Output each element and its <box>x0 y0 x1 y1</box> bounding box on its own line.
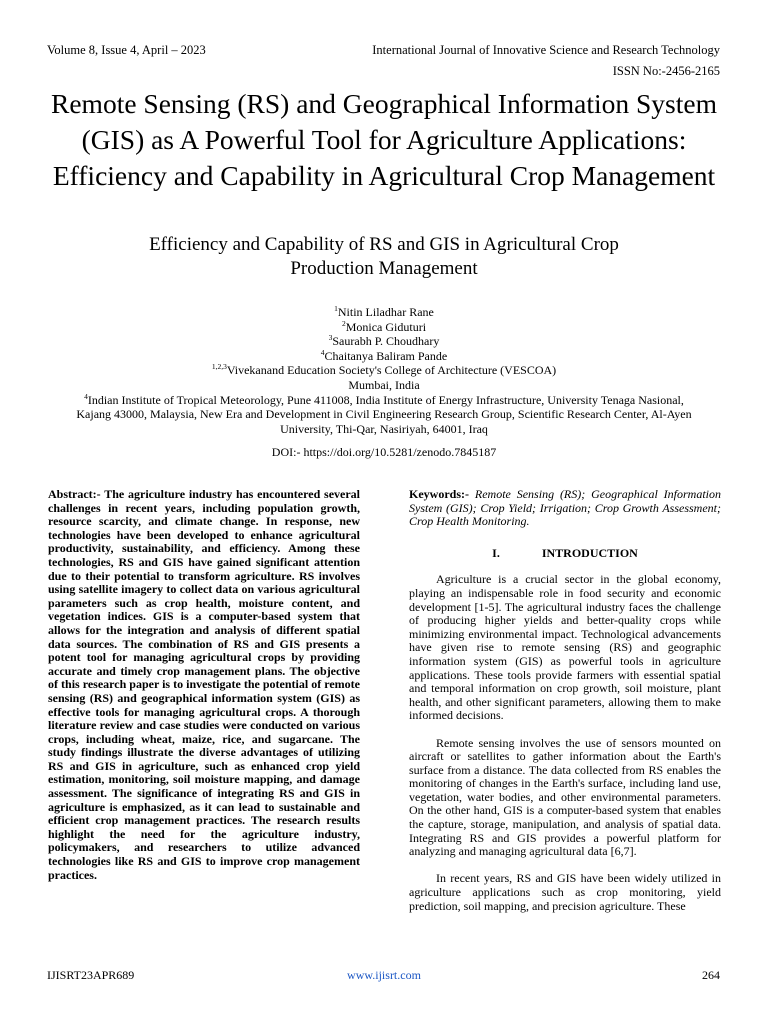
author-3 <box>40 334 728 349</box>
author-4-sup: 4 <box>320 347 325 357</box>
journal-name: International Journal of Innovative Science and Research Technology <box>372 43 720 57</box>
abstract-text: Abstract:- The agriculture industry has encountered several challenges in recent years, including population growth, resource scarcity, and climate change. In response, new technologies have been developed to enhance agricultural productivity, sustainability, and efficiency. Among these technologies, RS and GIS have gained significant attention due to their potential to transform agriculture. RS involves using satellite imagery to collect data on various agricultural parameters such as crop health, moisture content, and vegetation indices. GIS is a computer-based system that allows for the integration and analysis of different spatial data sources. The combination of RS and GIS presents a potent tool for managing agricultural crops by providing accurate and timely crop management plans. The objective of this research paper is to investigate the potential of remote sensing (RS) and geographical information system (GIS) as effective tools for managing agricultural crops. A thorough literature review and case studies were conducted on various crops, including wheat, maize, rice, and sugarcane. The study findings illustrate the diverse advantages of utilizing RS and GIS in agriculture, such as enhanced crop yield estimation, monitoring, soil moisture mapping, and damage assessment. The significance of integrating RS and GIS in agriculture is emphasized, as it can lead to sustainable and efficient crop management practices. The research results highlight the need for the agriculture industry, policymakers, and researchers to utilize advanced technologies like RS and GIS to improve crop management practices. <box>48 487 360 882</box>
affiliation-2-line-2: Kajang 43000, Malaysia, New Era and Development in Civil Engineering Research Group, Scientific Research Center, Al-Ayen <box>76 407 692 422</box>
author-1-sup: 1 <box>334 304 338 313</box>
footer-page-number: 264 <box>702 968 720 982</box>
footer-article-id: IJISRT23APR689 <box>47 968 135 982</box>
intro-paragraph-1: Agriculture is a crucial sector in the global economy, playing an indispensable role in food security and economic development [1-5]. The agricultural industry faces the challenge of producing higher yields and better-quality crops while minimizing environmental impact. Technological advancements have given rise to remote sensing (RS) and geographic information system (GIS) as powerful tools in agriculture applications. These tools provide farmers with essential spatial and temporal information on crop growth, soil moisture, plant health, and other significant parameters, allowing them to make informed decisions. <box>409 572 721 723</box>
doi-link[interactable]: DOI:- https://doi.org/10.5281/zenodo.7845187 <box>271 445 497 459</box>
paper-title: Remote Sensing (RS) and Geographical Information System (GIS) as A Powerful Tool for Agriculture Applications: Efficiency and Capability in Agricultural Crop Management <box>51 88 717 191</box>
keywords-text: Remote Sensing (RS); Geographical Information System (GIS); Crop Yield; Irrigation; Crop Growth Assessment; Crop Health Monitoring. <box>409 487 721 529</box>
author-4-name: Chaitanya Baliram Pande <box>324 348 448 363</box>
paper-subtitle: Efficiency and Capability of RS and GIS in Agricultural Crop Production Management <box>149 234 619 279</box>
section-heading <box>409 547 721 561</box>
section-number: I. <box>492 545 500 560</box>
journal-issn: ISSN No:-2456-2165 <box>612 64 720 78</box>
affiliation-2-line-1 <box>40 393 728 408</box>
affiliation-2-line-3: University, Thi-Qar, Nasiriyah, 64001, Iraq <box>280 421 488 436</box>
author-3-name: Saurabh P. Choudhary <box>332 334 440 349</box>
abstract-column <box>48 488 360 882</box>
keywords-label: Keywords:- <box>409 487 469 501</box>
intro-paragraph-3: In recent years, RS and GIS have been widely utilized in agriculture applications such as crop monitoring, yield prediction, soil mapping, and precision agriculture. These <box>409 871 721 913</box>
footer-website-link[interactable]: www.ijisrt.com <box>347 968 421 982</box>
journal-volume: Volume 8, Issue 4, April – 2023 <box>47 43 206 57</box>
author-2-name: Monica Giduturi <box>345 319 427 334</box>
author-1 <box>40 305 728 320</box>
affiliation-2-text: Indian Institute of Tropical Meteorology, Pune 411008, India Institute of Energy Infrastructure, University Tenaga Nasional, <box>87 392 684 407</box>
affiliation-1-city: Mumbai, India <box>348 377 420 392</box>
author-1-name: Nitin Liladhar Rane <box>337 305 434 319</box>
intro-paragraph-2: Remote sensing involves the use of sensors mounted on aircraft or satellites to gather information about the Earth's surface from a distance. The data collected from RS enables the monitoring of changes in the Earth's surface, including land use, vegetation, water bodies, and other environmental parameters. On the other hand, GIS is a computer-based system that enables the capture, storage, manipulation, and analysis of spatial data. Integrating RS and GIS provides a powerful platform for analyzing and managing agricultural data [6,7]. <box>409 735 721 859</box>
affiliation-2-sup: 4 <box>84 391 88 401</box>
keywords <box>409 488 721 529</box>
affiliation-1-sup: 1,2,3 <box>211 362 227 372</box>
affiliation-1 <box>40 363 728 378</box>
author-2 <box>40 320 728 335</box>
body-column <box>409 488 721 927</box>
author-2-sup: 2 <box>341 318 346 328</box>
affiliation-1-name: Vivekanand Education Society's College of Architecture (VESCOA) <box>226 363 557 378</box>
author-block <box>40 305 728 436</box>
section-title: INTRODUCTION <box>541 545 638 560</box>
author-3-sup: 3 <box>328 333 333 343</box>
author-4 <box>40 349 728 364</box>
